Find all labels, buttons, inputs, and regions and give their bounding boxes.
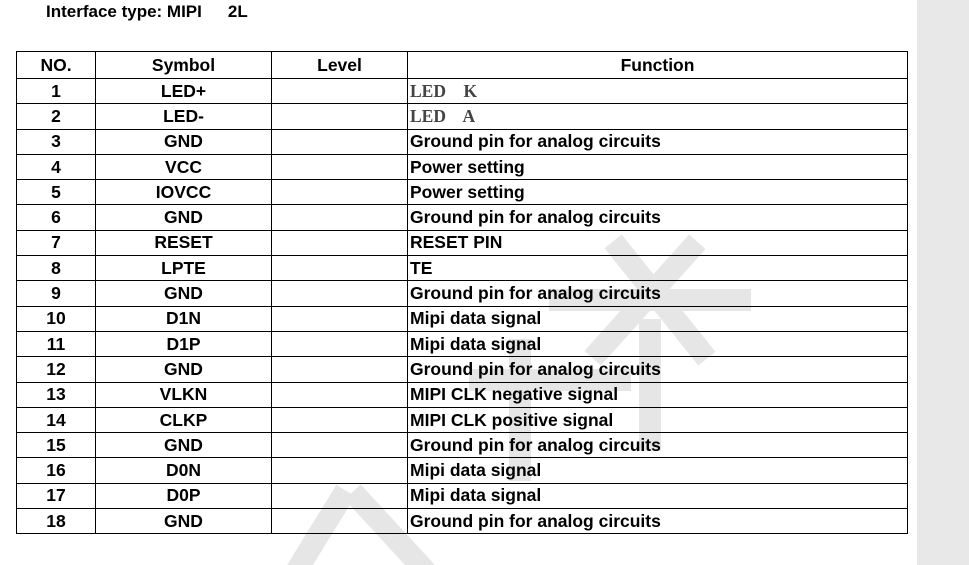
table-row <box>17 79 908 104</box>
pin-number-cell: 7 <box>17 230 96 255</box>
column-header-function: Function <box>408 52 908 79</box>
table-row <box>17 180 908 205</box>
pin-definition-table <box>16 51 908 534</box>
table-row <box>17 230 908 255</box>
pin-level-cell <box>272 230 408 255</box>
table-row <box>17 433 908 458</box>
pin-level-cell <box>272 154 408 179</box>
table-row <box>17 154 908 179</box>
pin-number-cell: 13 <box>17 382 96 407</box>
pin-symbol-cell: LPTE <box>96 256 272 281</box>
pin-symbol-cell: GND <box>96 205 272 230</box>
pin-number-cell: 16 <box>17 458 96 483</box>
pin-level-cell <box>272 129 408 154</box>
pin-symbol-cell: RESET <box>96 230 272 255</box>
table-row <box>17 281 908 306</box>
pin-function-cell: Ground pin for analog circuits <box>408 357 908 382</box>
pin-function-cell: Ground pin for analog circuits <box>408 129 908 154</box>
pin-number-cell: 3 <box>17 129 96 154</box>
pin-number-cell: 14 <box>17 407 96 432</box>
table-row <box>17 104 908 129</box>
pin-symbol-cell: GND <box>96 357 272 382</box>
pin-symbol-cell: VCC <box>96 154 272 179</box>
pin-symbol-cell: LED- <box>96 104 272 129</box>
pin-symbol-cell: GND <box>96 433 272 458</box>
table-row <box>17 458 908 483</box>
side-panel <box>917 0 969 565</box>
table-row <box>17 407 908 432</box>
table-row <box>17 509 908 534</box>
pin-level-cell <box>272 180 408 205</box>
pin-function-cell: RESET PIN <box>408 230 908 255</box>
interface-type-label: Interface type: MIPI <box>46 2 202 21</box>
pin-level-cell <box>272 407 408 432</box>
pin-function-cell: Mipi data signal <box>408 331 908 356</box>
pin-level-cell <box>272 104 408 129</box>
pin-number-cell: 2 <box>17 104 96 129</box>
pin-level-cell <box>272 382 408 407</box>
pin-number-cell: 10 <box>17 306 96 331</box>
interface-lanes: 2L <box>227 2 248 21</box>
pin-number-cell: 9 <box>17 281 96 306</box>
pin-symbol-cell: GND <box>96 129 272 154</box>
pin-function-cell: Mipi data signal <box>408 458 908 483</box>
pin-function-cell: LED A <box>408 104 908 129</box>
pin-number-cell: 1 <box>17 79 96 104</box>
pin-level-cell <box>272 433 408 458</box>
table-header-row <box>17 52 908 79</box>
table-row <box>17 256 908 281</box>
pin-function-cell: Ground pin for analog circuits <box>408 205 908 230</box>
table-body <box>17 79 908 534</box>
pin-symbol-cell: D1N <box>96 306 272 331</box>
column-header-symbol: Symbol <box>96 52 272 79</box>
interface-type-heading <box>46 2 248 22</box>
pin-level-cell <box>272 79 408 104</box>
pin-function-cell: MIPI CLK positive signal <box>408 407 908 432</box>
pin-symbol-cell: D0N <box>96 458 272 483</box>
pin-number-cell: 18 <box>17 509 96 534</box>
column-header-no: NO. <box>17 52 96 79</box>
pin-function-cell: LED K <box>408 79 908 104</box>
pin-number-cell: 6 <box>17 205 96 230</box>
pin-function-cell: Ground pin for analog circuits <box>408 281 908 306</box>
pin-level-cell <box>272 458 408 483</box>
table-row <box>17 357 908 382</box>
pin-number-cell: 12 <box>17 357 96 382</box>
pin-symbol-cell: LED+ <box>96 79 272 104</box>
pin-function-cell: Power setting <box>408 154 908 179</box>
pin-function-cell: Power setting <box>408 180 908 205</box>
pin-function-cell: MIPI CLK negative signal <box>408 382 908 407</box>
pin-level-cell <box>272 306 408 331</box>
pin-level-cell <box>272 256 408 281</box>
pin-symbol-cell: D0P <box>96 483 272 508</box>
pin-symbol-cell: IOVCC <box>96 180 272 205</box>
pin-function-cell: Ground pin for analog circuits <box>408 433 908 458</box>
pin-number-cell: 5 <box>17 180 96 205</box>
table-row <box>17 382 908 407</box>
table-row <box>17 331 908 356</box>
pin-symbol-cell: D1P <box>96 331 272 356</box>
pin-function-cell: Mipi data signal <box>408 483 908 508</box>
pin-symbol-cell: GND <box>96 281 272 306</box>
pin-level-cell <box>272 205 408 230</box>
pin-number-cell: 8 <box>17 256 96 281</box>
pin-number-cell: 4 <box>17 154 96 179</box>
pin-function-cell: Ground pin for analog circuits <box>408 509 908 534</box>
pin-level-cell <box>272 357 408 382</box>
pin-function-cell: Mipi data signal <box>408 306 908 331</box>
pin-level-cell <box>272 509 408 534</box>
table-row <box>17 129 908 154</box>
table-row <box>17 306 908 331</box>
pin-number-cell: 11 <box>17 331 96 356</box>
pin-number-cell: 15 <box>17 433 96 458</box>
pin-level-cell <box>272 331 408 356</box>
pin-symbol-cell: CLKP <box>96 407 272 432</box>
pin-symbol-cell: VLKN <box>96 382 272 407</box>
pin-symbol-cell: GND <box>96 509 272 534</box>
pin-level-cell <box>272 483 408 508</box>
table-row <box>17 205 908 230</box>
column-header-level: Level <box>272 52 408 79</box>
pin-level-cell <box>272 281 408 306</box>
pin-number-cell: 17 <box>17 483 96 508</box>
table-row <box>17 483 908 508</box>
pin-function-cell: TE <box>408 256 908 281</box>
